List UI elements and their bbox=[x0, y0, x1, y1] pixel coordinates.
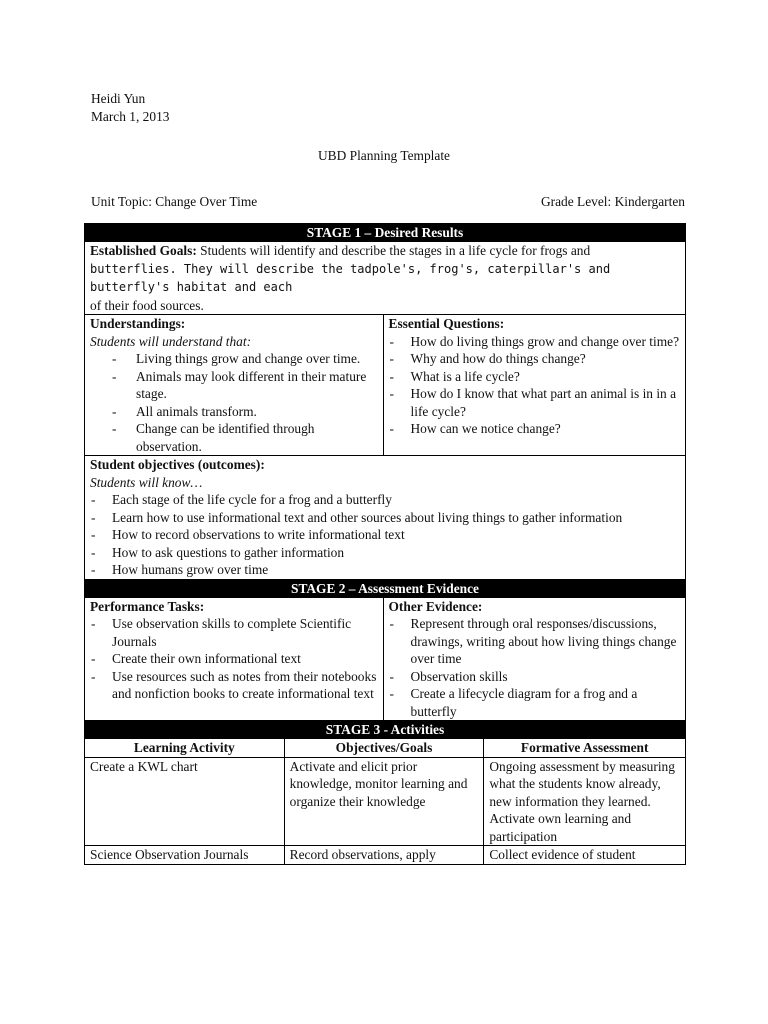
understandings-label: Understandings: bbox=[90, 316, 186, 331]
table-cell: Science Observation Journals bbox=[85, 846, 285, 865]
unit-info-row bbox=[91, 193, 685, 211]
unit-topic: Unit Topic: Change Over Time bbox=[91, 194, 258, 209]
list-item: - How do living things grow and change over time? bbox=[389, 333, 680, 351]
grade-level: Grade Level: Kindergarten bbox=[540, 194, 685, 209]
column-header: Formative Assessment bbox=[484, 739, 686, 758]
goals-text-a: Students will identify and describe the stages in a life cycle for frogs and bbox=[196, 243, 591, 258]
stage1-heading: STAGE 1 – Desired Results bbox=[85, 224, 686, 242]
objectives-label: Student objectives (outcomes): bbox=[90, 457, 265, 472]
questions-label: Essential Questions: bbox=[388, 316, 505, 331]
evidence-list bbox=[389, 615, 680, 720]
list-item: - Represent through oral responses/discussions, drawings, writing about how living things change over time bbox=[389, 615, 680, 668]
author-name: Heidi Yun bbox=[91, 91, 146, 106]
document-date: March 1, 2013 bbox=[91, 109, 170, 124]
table-cell: Collect evidence of student bbox=[484, 846, 686, 865]
list-item: - Learn how to use informational text and other sources about living things to gather information bbox=[90, 509, 680, 527]
essential-questions-cell bbox=[383, 315, 685, 456]
list-item: - Why and how do things change? bbox=[389, 350, 680, 368]
list-item: - Change can be identified through observation. bbox=[90, 420, 378, 455]
list-item: - Use observation skills to complete Scientific Journals bbox=[90, 615, 378, 650]
table-row bbox=[85, 757, 686, 846]
column-header: Objectives/Goals bbox=[284, 739, 484, 758]
objectives-intro: Students will know… bbox=[90, 474, 203, 490]
list-item: - Living things grow and change over time. bbox=[90, 350, 378, 368]
understandings-list bbox=[90, 350, 378, 455]
list-item: - How to record observations to write informational text bbox=[90, 526, 680, 544]
performance-tasks-cell bbox=[85, 597, 384, 721]
questions-list bbox=[389, 333, 680, 438]
list-item: - Create their own informational text bbox=[90, 650, 378, 668]
objectives-list bbox=[90, 491, 680, 579]
list-item: - All animals transform. bbox=[90, 403, 378, 421]
goals-label: Established Goals: bbox=[90, 243, 197, 258]
stage3-heading: STAGE 3 - Activities bbox=[85, 721, 686, 739]
planning-table bbox=[84, 223, 686, 865]
list-item: - Animals may look different in their mature stage. bbox=[90, 368, 378, 403]
list-item: - Create a lifecycle diagram for a frog and a butterfly bbox=[389, 685, 680, 720]
table-cell: Ongoing assessment by measuring what the students know already, new information they learned. Activate own learning and participation bbox=[484, 757, 686, 846]
list-item: - How do I know that what part an animal is in in a life cycle? bbox=[389, 385, 680, 420]
list-item: - Observation skills bbox=[389, 668, 680, 686]
document-header bbox=[91, 90, 169, 126]
evidence-label: Other Evidence: bbox=[388, 598, 483, 614]
understandings-cell bbox=[85, 315, 384, 456]
column-header: Learning Activity bbox=[85, 739, 285, 758]
list-item: - Use resources such as notes from their notebooks and nonfiction books to create informational text bbox=[90, 668, 378, 703]
goals-text-c: of their food sources. bbox=[90, 297, 204, 313]
goals-text-b: butterflies. They will describe the tadpole's, frog's, caterpillar's and butterfly's habitat and each bbox=[90, 261, 611, 294]
student-objectives-cell bbox=[85, 456, 686, 580]
established-goals-cell bbox=[85, 242, 686, 315]
list-item: - How to ask questions to gather information bbox=[90, 544, 680, 562]
list-item: - How humans grow over time bbox=[90, 561, 680, 579]
table-row bbox=[85, 846, 686, 865]
list-item: - How can we notice change? bbox=[389, 420, 680, 438]
tasks-label: Performance Tasks: bbox=[90, 598, 205, 614]
list-item: - Each stage of the life cycle for a frog and a butterfly bbox=[90, 491, 680, 509]
table-cell: Record observations, apply bbox=[284, 846, 484, 865]
stage2-heading: STAGE 2 – Assessment Evidence bbox=[85, 579, 686, 597]
table-cell: Activate and elicit prior knowledge, monitor learning and organize their knowledge bbox=[284, 757, 484, 846]
tasks-list bbox=[90, 615, 378, 703]
list-item: - What is a life cycle? bbox=[389, 368, 680, 386]
other-evidence-cell bbox=[383, 597, 685, 721]
understandings-intro: Students will understand that: bbox=[90, 333, 252, 349]
document-title: UBD Planning Template bbox=[318, 148, 450, 163]
table-cell: Create a KWL chart bbox=[85, 757, 285, 846]
